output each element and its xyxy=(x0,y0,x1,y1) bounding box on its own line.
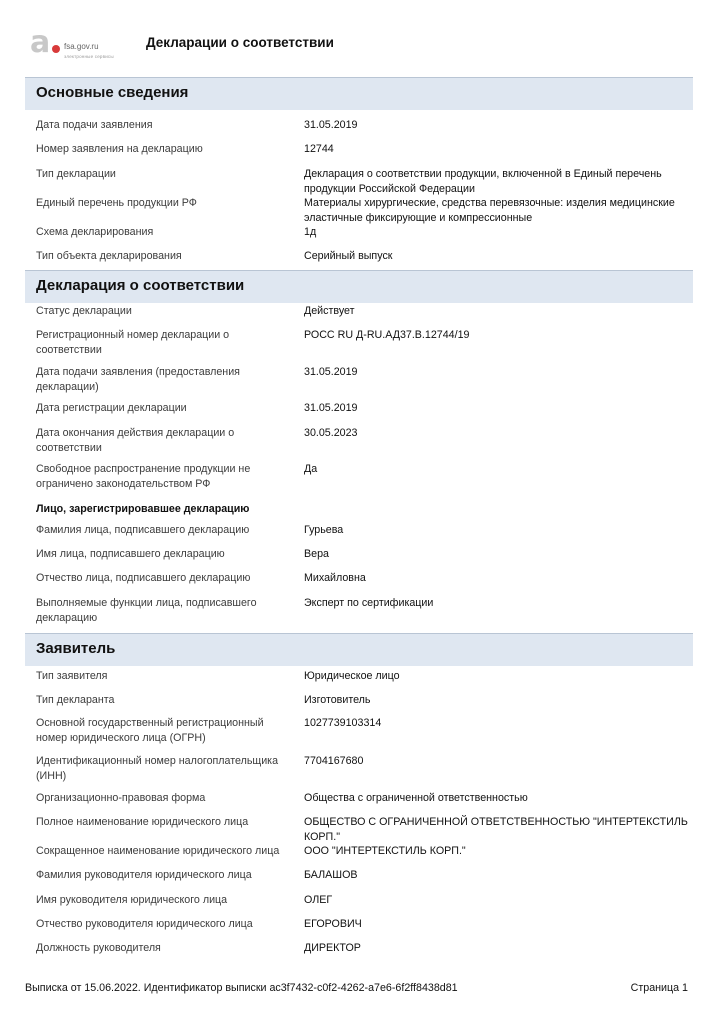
field-label: Дата регистрации декларации xyxy=(36,402,187,414)
field-value: Вера xyxy=(304,548,329,560)
field-value: Юридическое лицо xyxy=(304,670,400,682)
field-label: Выполняемые функции лица, подписавшего декларацию xyxy=(36,597,257,624)
field-value: 31.05.2019 xyxy=(304,119,358,131)
logo-site: fsa.gov.ru xyxy=(64,42,99,51)
field-label: Должность руководителя xyxy=(36,942,161,954)
logo-subtitle: электронные сервисы xyxy=(64,54,114,59)
field-value: Серийный выпуск xyxy=(304,250,393,262)
extract-info: Выписка от 15.06.2022. Идентификатор выписки ac3f7432-c0f2-4262-a7e6-6f2ff8438d81 xyxy=(25,982,458,994)
field-value: ООО "ИНТЕРТЕКСТИЛЬ КОРП." xyxy=(304,845,466,857)
field-label: Основной государственный регистрационный номер юридического лица (ОГРН) xyxy=(36,717,264,744)
section-header-basic xyxy=(25,77,693,110)
field-label: Схема декларирования xyxy=(36,226,154,238)
field-label: Тип декларанта xyxy=(36,694,115,706)
field-value: ДИРЕКТОР xyxy=(304,942,361,954)
page-footer xyxy=(25,982,693,994)
field-value: РОСС RU Д-RU.АД37.В.12744/19 xyxy=(304,329,470,341)
logo-a-icon: a xyxy=(30,25,51,60)
logo-dot-icon xyxy=(52,45,60,53)
field-label: Дата окончания действия декларации о соответствии xyxy=(36,427,235,454)
field-label: Отчество лица, подписавшего декларацию xyxy=(36,572,251,584)
field-value: БАЛАШОВ xyxy=(304,869,358,881)
section-title: Заявитель xyxy=(36,640,116,657)
field-value: ЕГОРОВИЧ xyxy=(304,918,362,930)
field-value: Да xyxy=(304,463,318,475)
field-value: Действует xyxy=(304,305,355,317)
field-label: Тип декларации xyxy=(36,168,116,180)
field-label: Идентификационный номер налогоплательщика (ИНН) xyxy=(36,755,279,782)
field-value: 12744 xyxy=(304,143,334,155)
field-label: Свободное распространение продукции не ограничено законодательством РФ xyxy=(36,463,251,490)
field-value: Изготовитель xyxy=(304,694,371,706)
field-label: Статус декларации xyxy=(36,305,132,317)
field-value: Гурьева xyxy=(304,524,344,536)
field-value: 31.05.2019 xyxy=(304,366,358,378)
field-value: 30.05.2023 xyxy=(304,427,358,439)
field-label: Фамилия лица, подписавшего декларацию xyxy=(36,524,250,536)
field-value: Общества с ограниченной ответственностью xyxy=(304,792,528,804)
page-number: Страница 1 xyxy=(630,982,688,994)
section-header-applicant xyxy=(25,633,693,666)
field-value: Материалы хирургические, средства перевязочные: изделия медицинские эластичные фиксирующие и компрессионные xyxy=(304,197,675,224)
field-label: Имя руководителя юридического лица xyxy=(36,894,228,906)
field-value: ОЛЕГ xyxy=(304,894,333,906)
field-label: Полное наименование юридического лица xyxy=(36,816,249,828)
field-label: Регистрационный номер декларации о соответствии xyxy=(36,329,230,356)
field-label: Отчество руководителя юридического лица xyxy=(36,918,253,930)
field-label: Дата подачи заявления (предоставления декларации) xyxy=(36,366,240,393)
page-header xyxy=(0,0,724,70)
field-label: Имя лица, подписавшего декларацию xyxy=(36,548,225,560)
page-title: Декларации о соответствии xyxy=(146,35,334,50)
field-label: Организационно-правовая форма xyxy=(36,792,206,804)
field-value: 7704167680 xyxy=(304,755,364,767)
section-title: Основные сведения xyxy=(36,84,189,101)
field-value: Декларация о соответствии продукции, включенной в Единый перечень продукции Российской Федерации xyxy=(304,168,662,195)
field-label: Фамилия руководителя юридического лица xyxy=(36,869,252,881)
section-title: Декларация о соответствии xyxy=(36,277,245,294)
field-label: Сокращенное наименование юридического лица xyxy=(36,845,280,857)
field-value: 1д xyxy=(304,226,317,238)
field-value: Эксперт по сертификации xyxy=(304,597,434,609)
field-label: Дата подачи заявления xyxy=(36,119,153,131)
field-value: 31.05.2019 xyxy=(304,402,358,414)
subheading-registrant: Лицо, зарегистрировавшее декларацию xyxy=(36,503,250,515)
field-label: Тип объекта декларирования xyxy=(36,250,182,262)
fsa-logo[interactable] xyxy=(30,25,130,66)
field-label: Номер заявления на декларацию xyxy=(36,143,203,155)
field-value: ОБЩЕСТВО С ОГРАНИЧЕННОЙ ОТВЕТСТВЕННОСТЬЮ "ИНТЕРТЕКСТИЛЬ КОРП." xyxy=(304,816,688,843)
field-label: Единый перечень продукции РФ xyxy=(36,197,197,209)
field-label: Тип заявителя xyxy=(36,670,108,682)
section-header-declaration xyxy=(25,270,693,303)
field-value: Михайловна xyxy=(304,572,366,584)
field-value: 1027739103314 xyxy=(304,717,382,729)
